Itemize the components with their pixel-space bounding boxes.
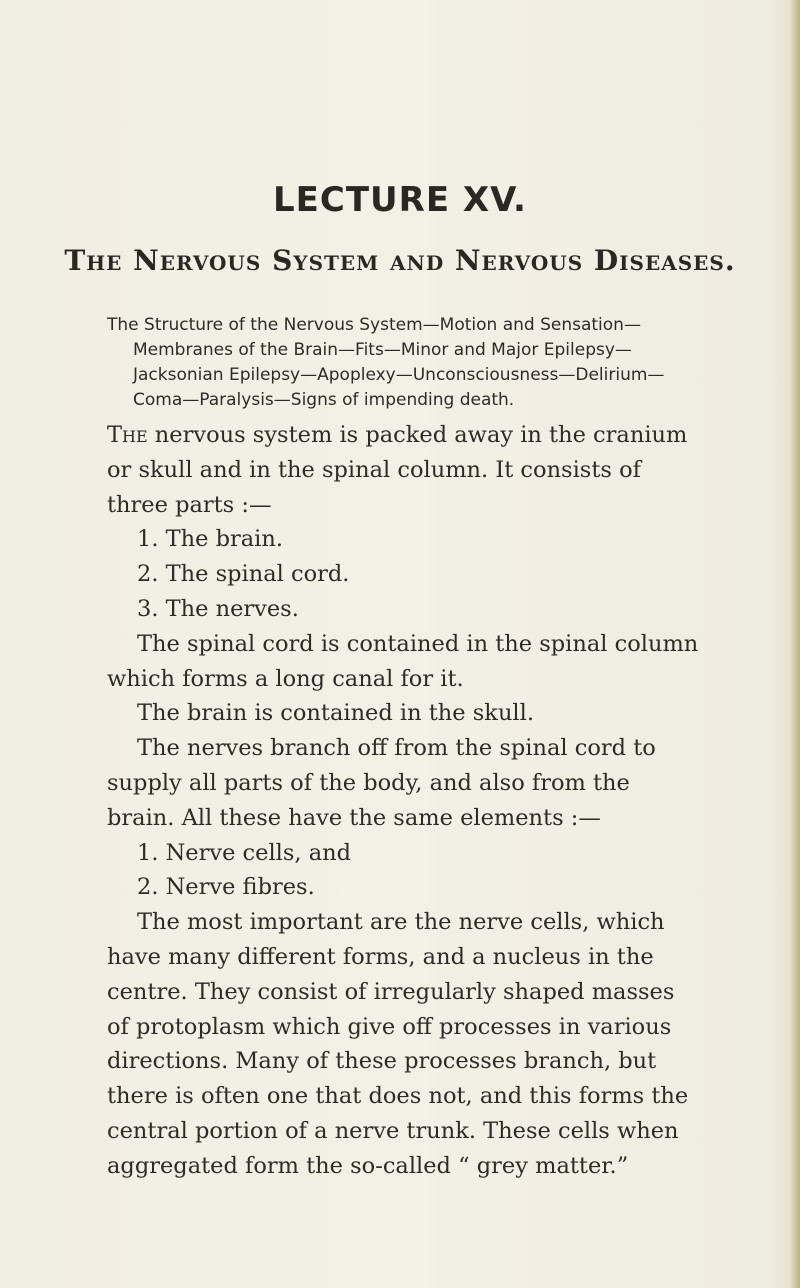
list-item: 1. The brain.	[137, 526, 283, 553]
opening-word: The	[107, 422, 148, 448]
paragraph-line: of protoplasm which give off processes in various	[107, 1013, 672, 1040]
synopsis-line: Membranes of the Brain—Fits—Minor and Major Epilepsy—	[133, 340, 632, 360]
paragraph-line: or skull and in the spinal column. It consists of	[107, 456, 641, 483]
paragraph-line: centre. They consist of irregularly shaped masses	[107, 978, 675, 1005]
paragraph-line: The spinal cord is contained in the spinal column	[137, 630, 699, 657]
paragraph-line: The brain is contained in the skull.	[137, 700, 534, 727]
paragraph-line: supply all parts of the body, and also from the	[107, 769, 630, 796]
paragraph-line: which forms a long canal for it.	[107, 665, 464, 692]
synopsis-line: Jacksonian Epilepsy—Apoplexy—Unconsciousness—Delirium—	[133, 365, 665, 385]
chapter-synopsis	[107, 313, 767, 413]
paragraph-line: The most important are the nerve cells, which	[137, 909, 665, 936]
list-item: 3. The nerves.	[137, 595, 299, 622]
lecture-title: LECTURE XV.	[273, 180, 527, 220]
paragraph-line: three parts :—	[107, 491, 272, 518]
paragraph-line: brain. All these have the same elements :—	[107, 804, 601, 831]
paragraph-line: there is often one that does not, and this forms the	[107, 1083, 689, 1110]
paragraph-line: directions. Many of these processes branch, but	[107, 1048, 657, 1075]
synopsis-line: Coma—Paralysis—Signs of impending death.	[133, 390, 515, 410]
paragraph-line: The nerves branch off from the spinal cord to	[137, 735, 656, 762]
list-item: 1. Nerve cells, and	[137, 839, 352, 866]
line-text: nervous system is packed away in the cranium	[147, 422, 688, 448]
chapter-subtitle: The Nervous System and Nervous Diseases.	[64, 244, 736, 277]
paragraph-line	[107, 418, 767, 453]
list-item: 2. Nerve fibres.	[137, 874, 315, 901]
paragraph-line: aggregated form the so-called “ grey matter.”	[107, 1152, 629, 1179]
list-item: 2. The spinal cord.	[137, 561, 350, 588]
synopsis-line: The Structure of the Nervous System—Motion and Sensation—	[107, 315, 641, 335]
paragraph-line: central portion of a nerve trunk. These cells when	[107, 1117, 679, 1144]
body-text	[107, 418, 767, 1184]
paragraph-line: have many different forms, and a nucleus in the	[107, 943, 654, 970]
